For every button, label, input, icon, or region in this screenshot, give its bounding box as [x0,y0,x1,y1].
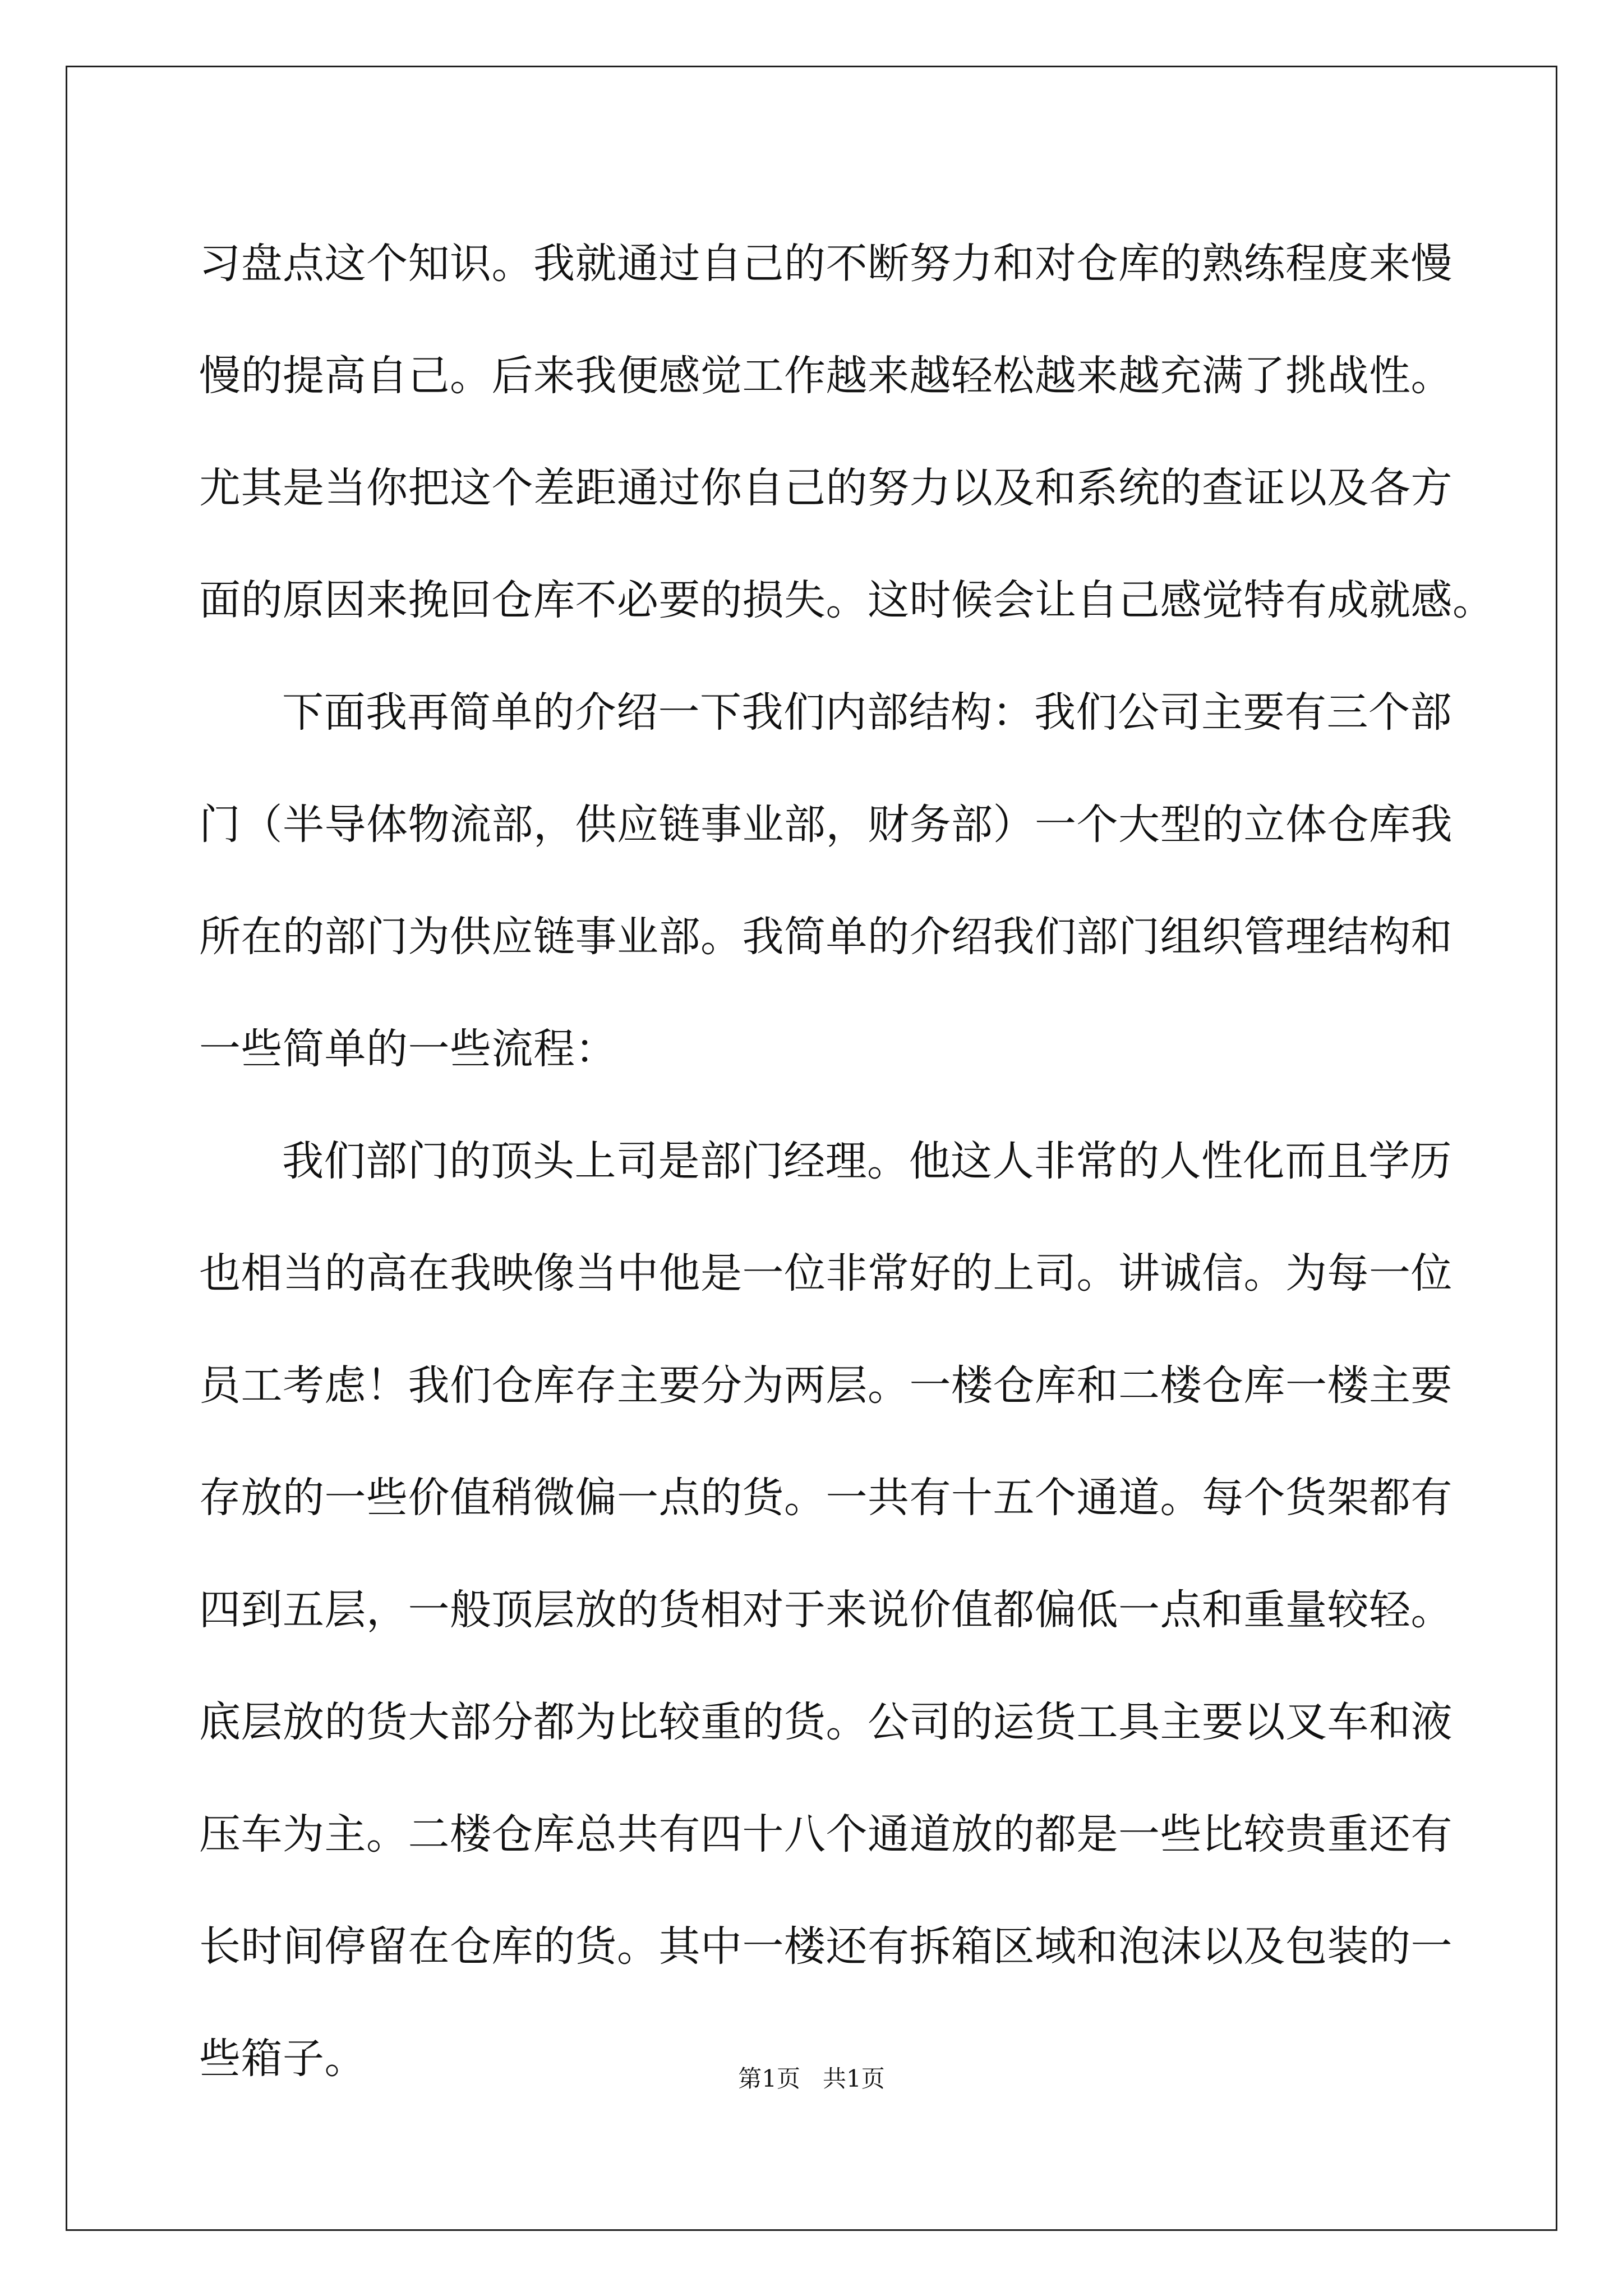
text-line: 也相当的高在我映像当中他是一位非常好的上司。讲诚信。为每一位 [199,1249,1453,1297]
text-line: 门（半导体物流部，供应链事业部，财务部）一个大型的立体仓库我 [199,800,1453,849]
text-line: 习盘点这个知识。我就通过自己的不断努力和对仓库的熟练程度来慢 [199,240,1453,288]
text-line: 慢的提高自己。后来我便感觉工作越来越轻松越来越充满了挑战性。 [199,352,1453,400]
paragraph-first-line: 下面我再简单的介绍一下我们内部结构：我们公司主要有三个部 [282,688,1452,737]
page-footer [0,2062,1623,2096]
paragraph-first-line: 我们部门的顶头上司是部门经理。他这人非常的人性化而且学历 [282,1137,1452,1185]
text-line: 一些简单的一些流程： [199,1025,617,1073]
text-line: 压车为主。二楼仓库总共有四十八个通道放的都是一些比较贵重还有 [199,1810,1453,1858]
text-line: 员工考虑！我们仓库存主要分为两层。一楼仓库和二楼仓库一楼主要 [199,1361,1453,1410]
text-line: 面的原因来挽回仓库不必要的损失。这时候会让自己感觉特有成就感。 [199,576,1495,624]
document-body [199,208,1495,2115]
text-line: 所在的部门为供应链事业部。我简单的介绍我们部门组织管理结构和 [199,913,1453,961]
text-line: 存放的一些价值稍微偏一点的货。一共有十五个通道。每个货架都有 [199,1474,1453,1522]
text-line: 些箱子。 [199,2035,366,2083]
page-number-current: 第1页 [738,2065,800,2092]
page-number-total: 共1页 [823,2065,885,2092]
text-line: 尤其是当你把这个差距通过你自己的努力以及和系统的查证以及各方 [199,464,1453,512]
text-line: 四到五层，一般顶层放的货相对于来说价值都偏低一点和重量较轻。 [199,1586,1453,1634]
text-line: 长时间停留在仓库的货。其中一楼还有拆箱区域和泡沫以及包装的一 [199,1922,1453,1971]
text-line: 底层放的货大部分都为比较重的货。公司的运货工具主要以叉车和液 [199,1698,1453,1746]
